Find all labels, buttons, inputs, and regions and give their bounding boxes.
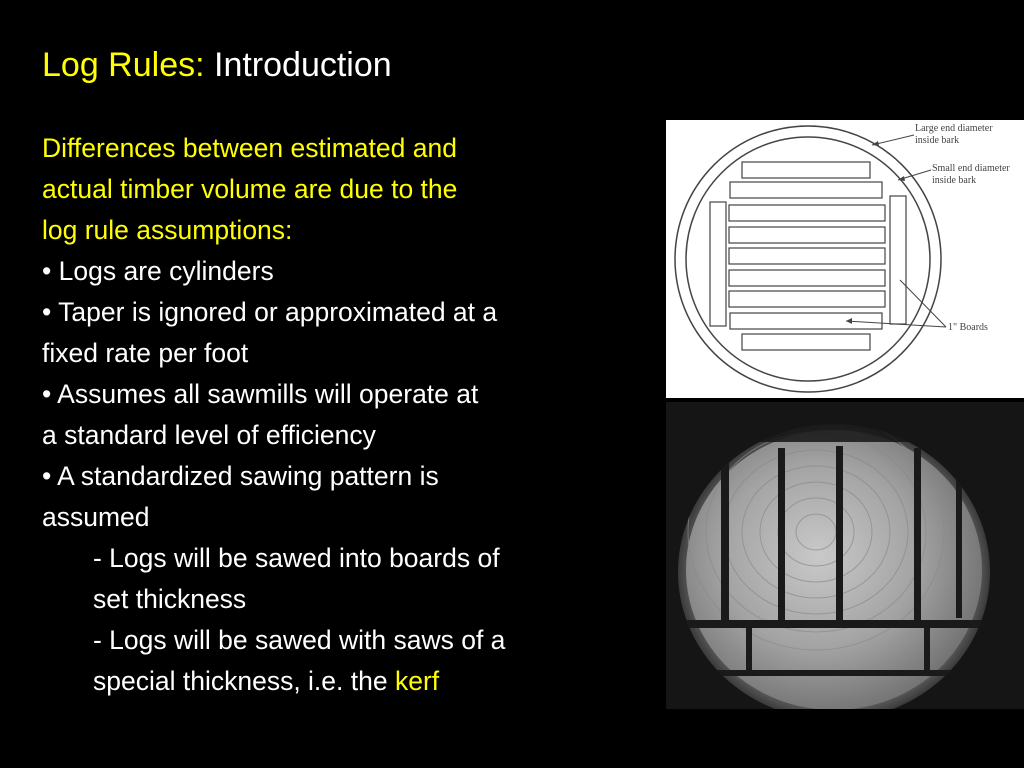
label-boards: 1" Boards [948,322,988,333]
bullet-logs-cylinders: • Logs are cylinders [42,256,274,286]
bullet-taper-cont: fixed rate per foot [42,338,249,368]
kerf-term: kerf [394,666,440,696]
slide-title [42,44,392,86]
intro-line: actual timber volume are due to the [42,174,458,204]
title-topic: Log Rules: [42,46,205,84]
bullet-sawmill-efficiency-cont: a standard level of efficiency [42,420,376,450]
slide-body [42,128,642,702]
intro-line: log rule assumptions: [42,215,293,245]
title-subtopic: Introduction [214,46,392,84]
bullet-sawing-pattern-cont: assumed [42,502,150,532]
bullet-sawing-pattern: • A standardized sawing pattern is [42,461,439,491]
sawn-log-photo [666,402,1024,709]
sub-bullet-saw-thickness: - Logs will be sawed with saws of a [93,625,506,655]
bullet-taper: • Taper is ignored or approximated at a [42,297,498,327]
label-small-end-2: inside bark [932,175,977,186]
bullet-sawmill-efficiency: • Assumes all sawmills will operate at [42,379,479,409]
sub-bullet-board-thickness-cont: set thickness [93,584,247,614]
sub-bullet-board-thickness: - Logs will be sawed into boards of [93,543,500,573]
sub-bullet-kerf-line [42,661,642,702]
label-large-end: Large end diameter [915,123,993,134]
sub-bullet-kerf-text: special thickness, i.e. the [93,666,395,696]
label-small-end: Small end diameter [932,163,1010,174]
log-sawing-diagram [666,120,1024,398]
intro-line: Differences between estimated and [42,133,457,163]
label-large-end-2: inside bark [915,135,960,146]
